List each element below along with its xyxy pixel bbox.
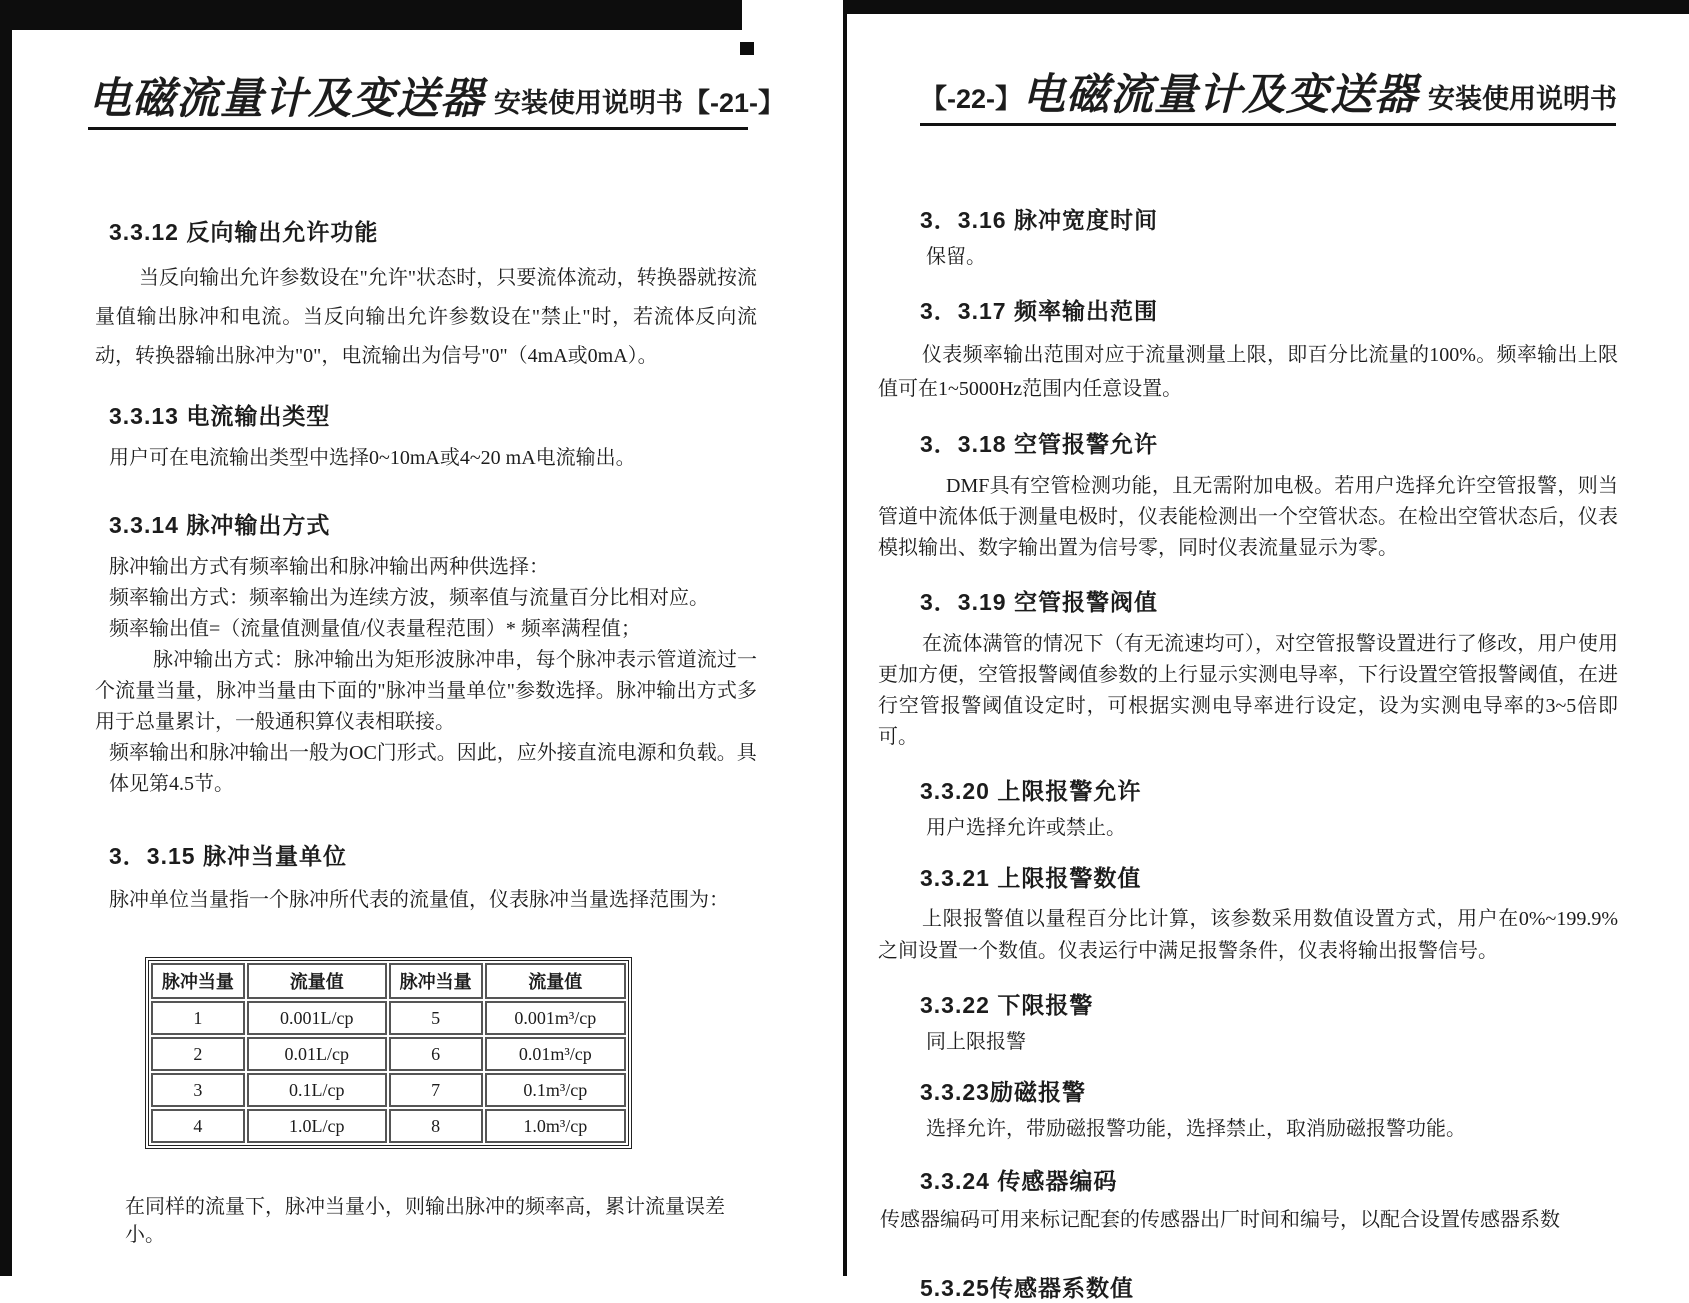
section-heading-3-3-20: 3.3.20 上限报警允许 (920, 778, 1142, 804)
page-number-right: 【-22-】 (920, 84, 1023, 114)
section-heading-3-3-13: 3.3.13 电流输出类型 (109, 403, 331, 429)
table-cell: 1 (151, 1001, 245, 1035)
section-heading-3-3-21: 3.3.21 上限报警数值 (920, 865, 1142, 891)
paragraph-3-3-17: 仪表频率输出范围对应于流量测量上限，即百分比流量的100%。频率输出上限值可在1~5000Hz范围内任意设置。 (878, 344, 1618, 400)
section-heading-3-3-22: 3.3.22 下限报警 (920, 992, 1094, 1018)
table-header-cell: 流量值 (485, 963, 626, 999)
paragraph-3-3-12: 当反向输出允许参数设在"允许"状态时，只要流体流动，转换器就按流量值输出脉冲和电流。当反向输出允许参数设在"禁止"时，若流体反向流动，转换器输出脉冲为"0"，电流输出为信号"0"（4mA或0mA）。 (95, 267, 757, 367)
paragraph-3-3-21: 上限报警值以量程百分比计算，该参数采用数值设置方式，用户在0%~199.9%之间设置一个数值。仪表运行中满足报警条件，仪表将输出报警信号。 (878, 908, 1618, 962)
paragraph-3-3-19: 在流体满管的情况下（有无流速均可），对空管报警设置进行了修改，用户使用更加方便，空管报警阈值参数的上行显示实测电导率，下行设置空管报警阈值，在进行空管报警阈值设定时，可根据实测电导率进行设定，设为实测电导率的3~5倍即可。 (878, 633, 1618, 748)
section-heading-3-3-24: 3.3.24 传感器编码 (920, 1168, 1118, 1194)
paragraph-3-3-14-line3: 频率输出值=（流量值测量值/仪表量程范围）* 频率满程值； (109, 618, 641, 640)
table-cell: 0.01m³/cp (485, 1037, 626, 1071)
document-subtitle: 安装使用说明书 (1428, 83, 1618, 114)
paragraph-3-3-15: 脉冲单位当量指一个脉冲所代表的流量值，仪表脉冲当量选择范围为： (109, 889, 729, 911)
table-cell: 1.0L/cp (247, 1109, 387, 1143)
table-cell: 8 (389, 1109, 483, 1143)
section-heading-3-3-19: 3．3.19 空管报警阀值 (920, 589, 1158, 615)
table-cell: 1.0m³/cp (485, 1109, 626, 1143)
table-cell: 0.001m³/cp (485, 1001, 626, 1035)
paragraph-3-3-14-line2: 频率输出方式：频率输出为连续方波，频率值与流量百分比相对应。 (109, 587, 709, 609)
paragraph-3-3-16: 保留。 (926, 246, 986, 268)
table-cell: 7 (389, 1073, 483, 1107)
section-heading-3-3-12: 3.3.12 反向输出允许功能 (109, 219, 379, 245)
table-header-cell: 流量值 (247, 963, 387, 999)
section-heading-3-3-15: 3．3.15 脉冲当量单位 (109, 843, 347, 869)
table-cell: 4 (151, 1109, 245, 1143)
table-cell: 0.1m³/cp (485, 1073, 626, 1107)
paragraph-3-3-20: 用户选择允许或禁止。 (926, 817, 1126, 839)
table-row (151, 1073, 626, 1107)
table-row (151, 1001, 626, 1035)
scan-border-top-left (0, 0, 742, 30)
pulse-equivalent-table (145, 957, 632, 1149)
paragraph-3-3-14-line5: 频率输出和脉冲输出一般为OC门形式。因此，应外接直流电源和负载。具体见第4.5节。 (109, 742, 757, 795)
paragraph-3-3-14-line1: 脉冲输出方式有频率输出和脉冲输出两种供选择： (109, 556, 549, 578)
document-title: 电磁流量计及变送器 (88, 75, 484, 123)
paragraph-3-3-18: DMF具有空管检测功能，且无需附加电极。若用户选择允许空管报警，则当管道中流体低于测量电极时，仪表能检测出一个空管状态。在检出空管状态后，仪表模拟输出、数字输出置为信号零，同时仪表流量显示为零。 (878, 475, 1618, 559)
page-left-title-group (88, 75, 683, 123)
scan-border-top-right (845, 0, 1689, 14)
section-heading-3-3-18: 3．3.18 空管报警允许 (920, 431, 1158, 457)
table-cell: 5 (389, 1001, 483, 1035)
section-heading-3-3-23: 3.3.23励磁报警 (920, 1079, 1086, 1105)
scan-artifact-mark (740, 42, 754, 55)
table-cell: 3 (151, 1073, 245, 1107)
table-header-cell: 脉冲当量 (151, 963, 245, 999)
page-left-header (88, 75, 786, 130)
page-number-left: 【-21-】 (683, 88, 786, 118)
table-cell: 0.001L/cp (247, 1001, 387, 1035)
scan-border-left-edge (0, 0, 12, 1276)
document-subtitle: 安装使用说明书 (494, 87, 683, 118)
table-cell: 0.01L/cp (247, 1037, 387, 1071)
table-row (151, 1037, 626, 1071)
page-right-content (878, 192, 1618, 1303)
paragraph-3-3-24: 传感器编码可用来标记配套的传感器出厂时间和编号，以配合设置传感器系数 (880, 1209, 1560, 1231)
paragraph-3-3-13: 用户可在电流输出类型中选择0~10mA或4~20 mA电流输出。 (109, 447, 636, 469)
page-right-title-group (1022, 71, 1618, 119)
table-cell: 0.1L/cp (247, 1073, 387, 1107)
document-title: 电磁流量计及变送器 (1022, 71, 1419, 119)
table-cell: 6 (389, 1037, 483, 1071)
table-cell: 2 (151, 1037, 245, 1071)
section-heading-5-3-25: 5.3.25传感器系数值 (920, 1275, 1134, 1301)
page-left-content (95, 198, 757, 1249)
page-divider (843, 0, 847, 1276)
paragraph-3-3-14-line4: 脉冲输出方式：脉冲输出为矩形波脉冲串，每个脉冲表示管道流过一个流量当量，脉冲当量由下面的"脉冲当量单位"参数选择。脉冲输出方式多用于总量累计，一般通积算仪表相联接。 (95, 649, 757, 733)
section-heading-3-3-16: 3．3.16 脉冲宽度时间 (920, 207, 1158, 233)
table-header-row (151, 963, 626, 999)
paragraph-3-3-23: 选择允许，带励磁报警功能，选择禁止，取消励磁报警功能。 (926, 1118, 1466, 1140)
section-heading-3-3-17: 3．3.17 频率输出范围 (920, 298, 1158, 324)
table-note: 在同样的流量下，脉冲当量小，则输出脉冲的频率高，累计流量误差小。 (125, 1196, 725, 1246)
table-header-cell: 脉冲当量 (389, 963, 483, 999)
table-row (151, 1109, 626, 1143)
paragraph-3-3-22: 同上限报警 (926, 1031, 1026, 1053)
page-right-header (920, 71, 1618, 126)
section-heading-3-3-14: 3.3.14 脉冲输出方式 (109, 512, 331, 538)
